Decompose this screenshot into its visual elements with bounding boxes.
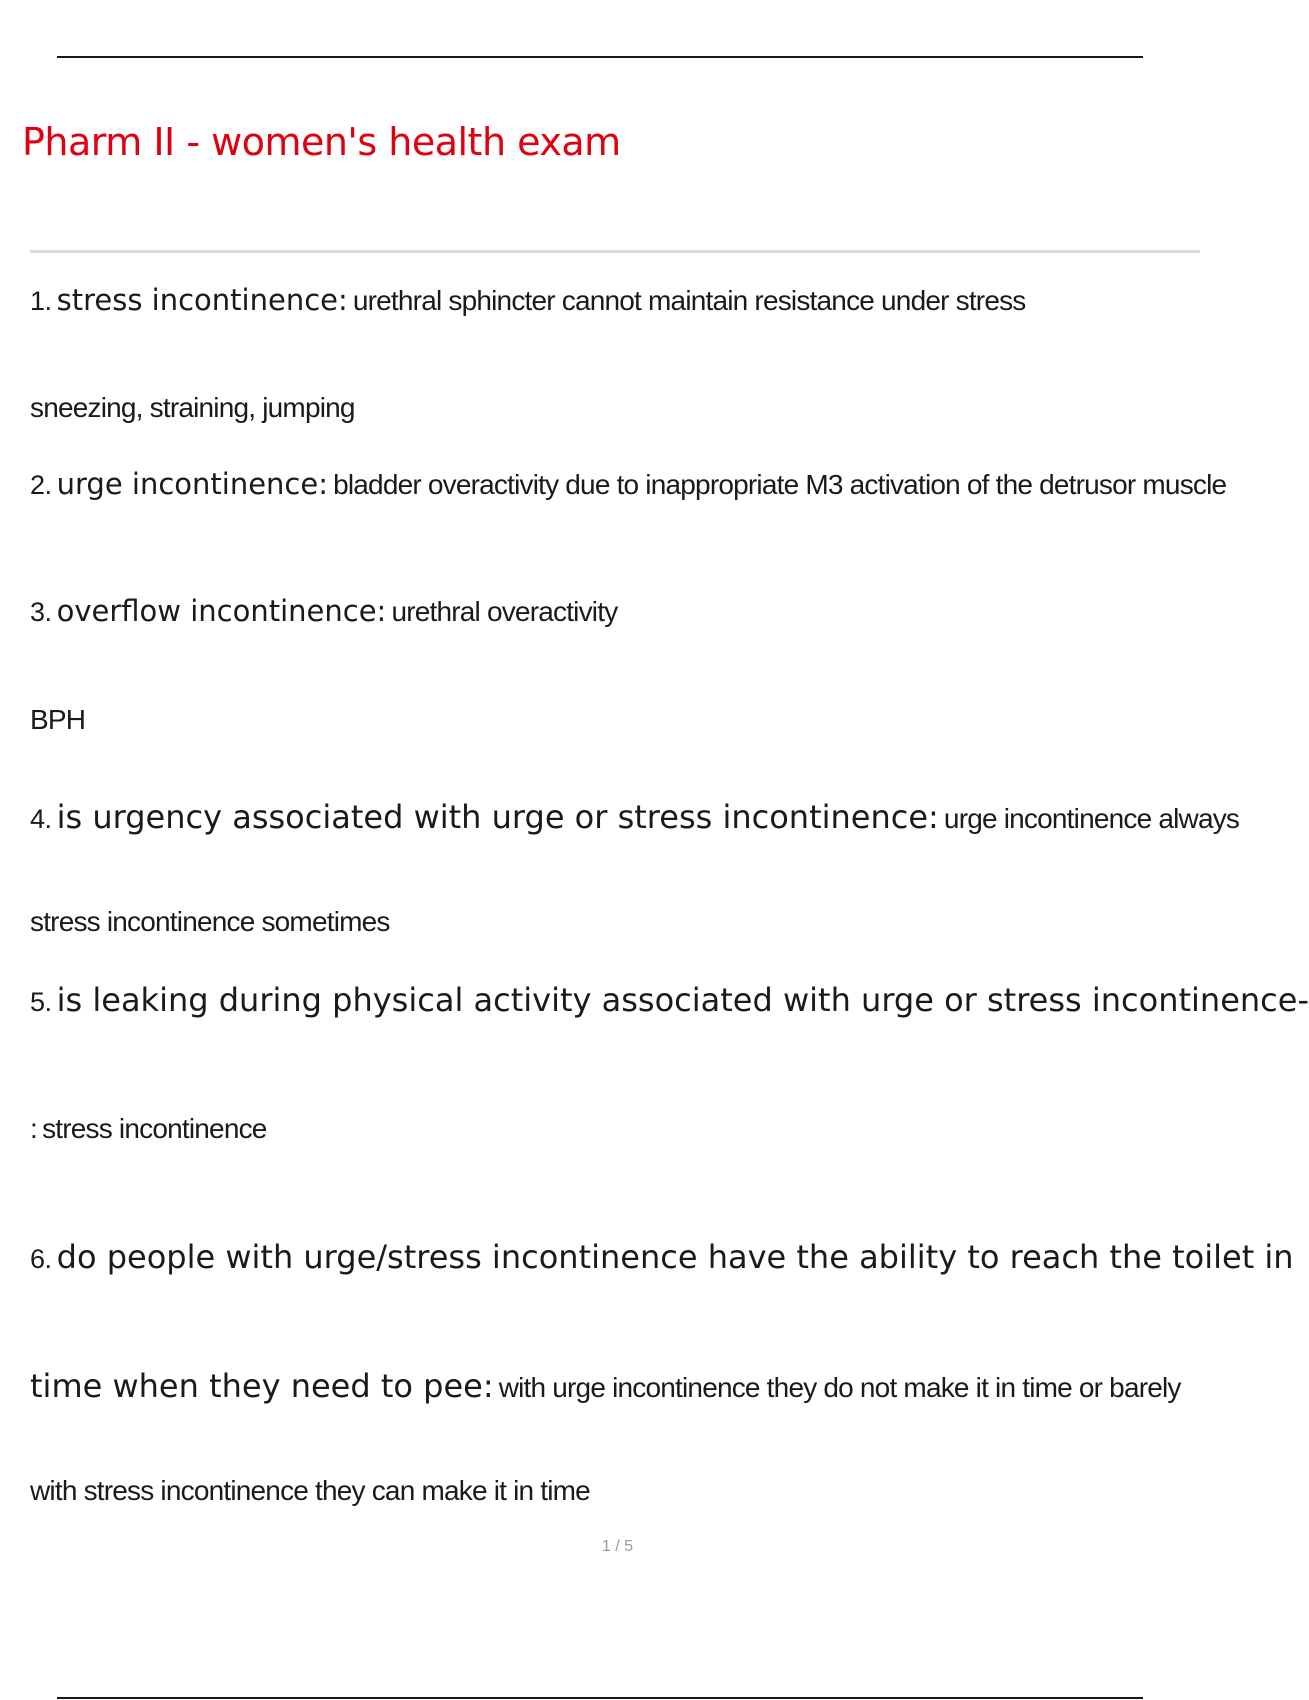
item-definition: stress incontinence [42, 1113, 267, 1144]
item-term: stress incontinence: [56, 283, 348, 317]
item-number: 3. [30, 597, 52, 627]
item-term-continued: time when they need to pee: [30, 1367, 494, 1405]
item-term: overflow incontinence: [56, 594, 387, 628]
item-term: is leaking during physical activity associated with urge or stress incontinence- [56, 981, 1309, 1019]
item-definition: bladder overactivity due to inappropriate M3 activation of the detrusor muscle [333, 469, 1227, 500]
bottom-rule [57, 1697, 1143, 1699]
item-number: 4. [30, 804, 52, 834]
item-4-extra: stress incontinence sometimes [30, 906, 390, 937]
item-number: 5. [30, 987, 52, 1017]
item-definition: urethral overactivity [391, 596, 618, 627]
item-6-extra: with stress incontinence they can make it in time [30, 1475, 590, 1506]
page-indicator: 1 / 5 [601, 1538, 634, 1555]
item-term: urge incontinence: [56, 467, 328, 501]
item-6-continued [30, 1367, 1181, 1405]
item-number: 2. [30, 470, 52, 500]
item-6 [30, 1238, 1294, 1276]
item-3-extra: BPH [30, 704, 86, 735]
title-divider [30, 250, 1200, 253]
item-term-end: : [30, 1113, 37, 1144]
item-definition: with urge incontinence they do not make it in time or barely [498, 1372, 1181, 1403]
item-number: 1. [30, 286, 52, 316]
document-title: Pharm II - women's health exam [22, 120, 621, 164]
item-definition: urge incontinence always [943, 803, 1240, 834]
top-rule [57, 56, 1143, 58]
item-term: do people with urge/stress incontinence have the ability to reach the toilet in [56, 1238, 1294, 1276]
item-4 [30, 798, 1240, 836]
item-1-extra: sneezing, straining, jumping [30, 392, 355, 423]
item-term: is urgency associated with urge or stress incontinence: [56, 798, 939, 836]
item-3 [30, 594, 618, 628]
item-1 [30, 283, 1026, 317]
item-definition: urethral sphincter cannot maintain resistance under stress [352, 285, 1026, 316]
item-2 [30, 467, 1227, 501]
item-number: 6. [30, 1244, 52, 1274]
item-5-answer [30, 1115, 267, 1143]
item-5 [30, 981, 1309, 1019]
